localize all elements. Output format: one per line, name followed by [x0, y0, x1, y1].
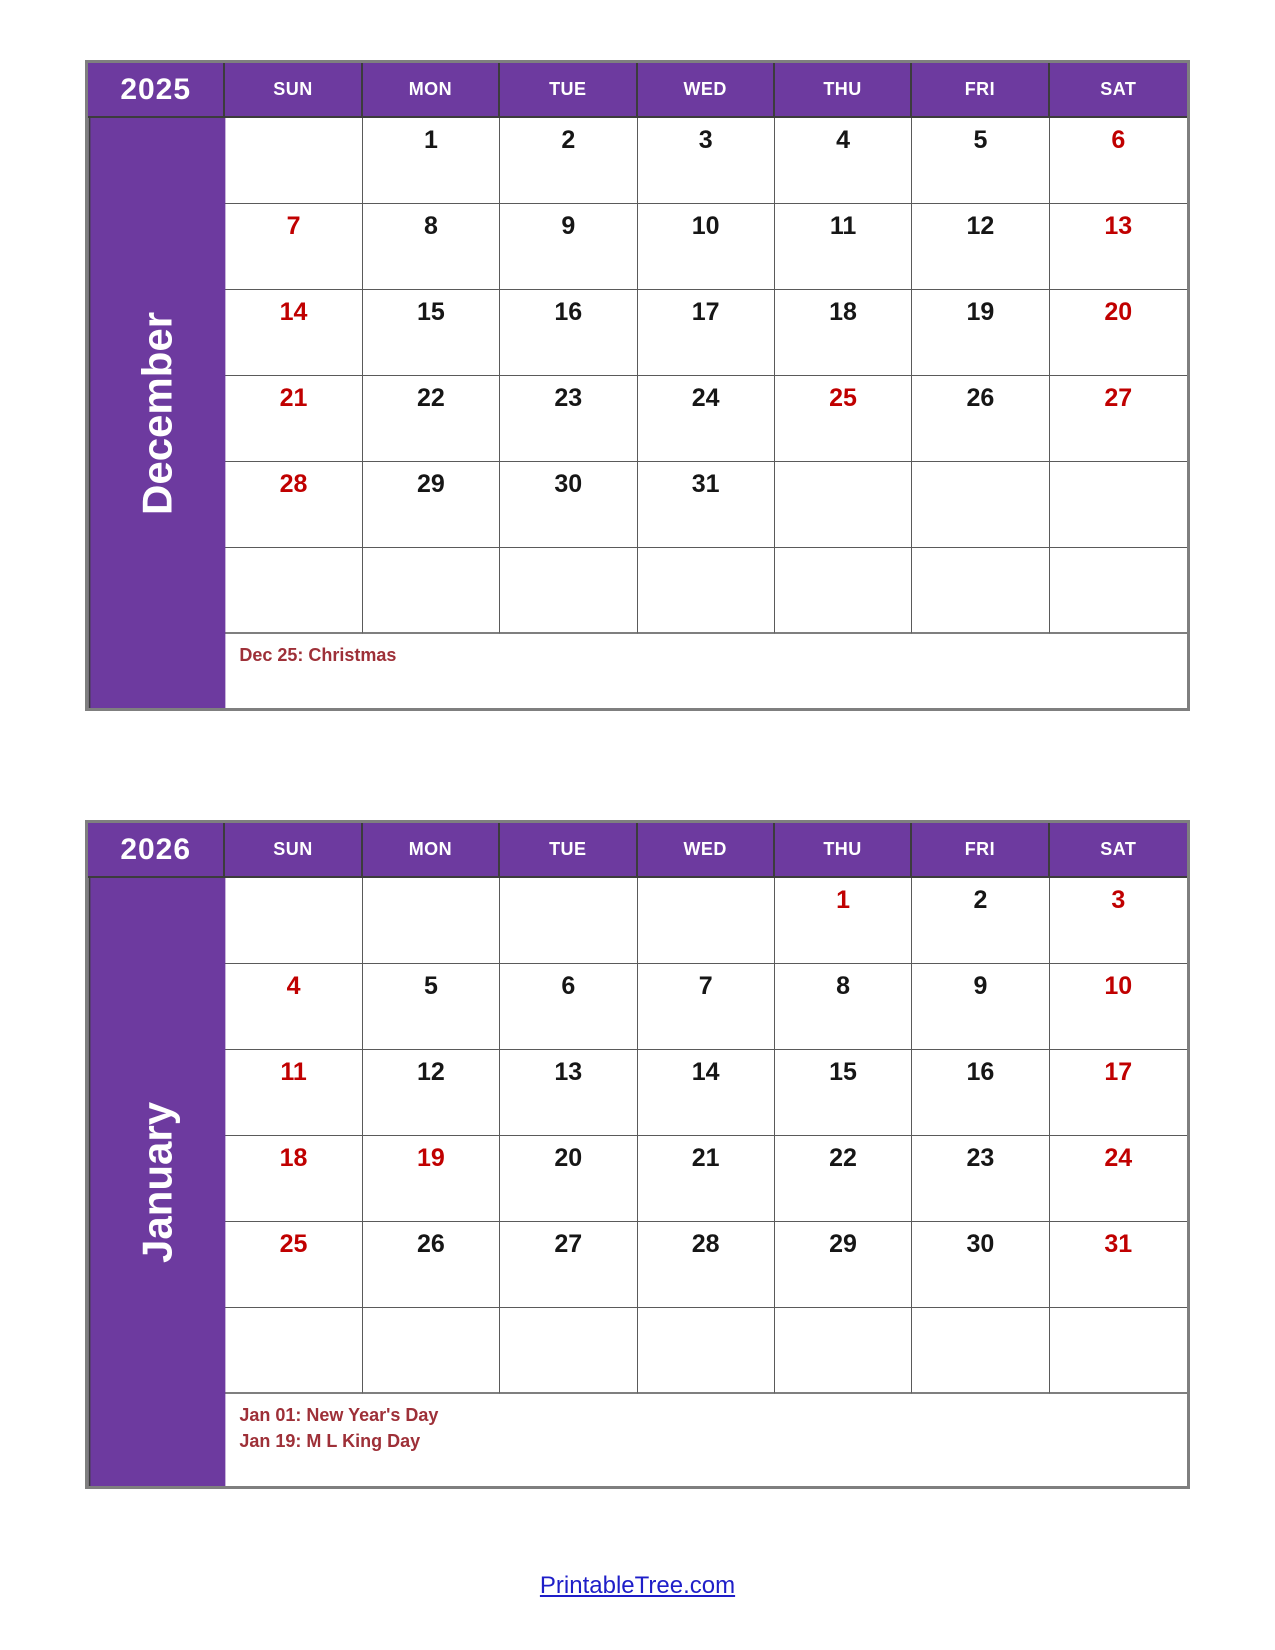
date-cell: 26	[912, 376, 1049, 462]
date-cell: 29	[775, 1222, 912, 1308]
day-header-thu: THU	[775, 823, 912, 878]
date-cell: 28	[225, 462, 362, 548]
day-header-wed: WED	[638, 63, 775, 118]
date-cell: 3	[638, 118, 775, 204]
date-cell: 4	[775, 118, 912, 204]
date-cell: 5	[912, 118, 1049, 204]
date-cell	[638, 878, 775, 964]
date-cell: 14	[638, 1050, 775, 1136]
date-cell: 31	[638, 462, 775, 548]
date-cell: 14	[225, 290, 362, 376]
date-cell: 20	[500, 1136, 637, 1222]
date-cell: 5	[363, 964, 500, 1050]
date-cell	[638, 548, 775, 634]
date-cell: 21	[225, 376, 362, 462]
date-cell: 27	[1050, 376, 1187, 462]
day-header-sun: SUN	[225, 63, 362, 118]
date-cell	[500, 1308, 637, 1394]
date-cell: 15	[363, 290, 500, 376]
date-cell: 6	[500, 964, 637, 1050]
date-cell: 1	[775, 878, 912, 964]
date-cell	[363, 548, 500, 634]
date-cell	[912, 548, 1049, 634]
date-cell: 7	[225, 204, 362, 290]
year-label: 2025	[88, 63, 225, 118]
date-cell: 12	[363, 1050, 500, 1136]
date-cell: 11	[225, 1050, 362, 1136]
date-cell: 18	[225, 1136, 362, 1222]
date-cell: 20	[1050, 290, 1187, 376]
month-label: January	[88, 878, 225, 1486]
date-cell: 3	[1050, 878, 1187, 964]
date-cell: 13	[1050, 204, 1187, 290]
date-cell: 2	[912, 878, 1049, 964]
date-cell: 24	[1050, 1136, 1187, 1222]
calendar-december-2025	[85, 60, 1190, 711]
date-cell: 17	[638, 290, 775, 376]
day-header-sun: SUN	[225, 823, 362, 878]
date-cell: 30	[500, 462, 637, 548]
month-label: December	[88, 118, 225, 708]
date-cell: 8	[363, 204, 500, 290]
date-cell: 28	[638, 1222, 775, 1308]
footer	[0, 1572, 1275, 1600]
date-cell	[363, 1308, 500, 1394]
date-cell: 24	[638, 376, 775, 462]
date-cell	[775, 548, 912, 634]
date-cell: 10	[638, 204, 775, 290]
date-cell: 17	[1050, 1050, 1187, 1136]
holiday-note	[225, 634, 1187, 708]
day-header-wed: WED	[638, 823, 775, 878]
date-cell	[1050, 548, 1187, 634]
date-cell: 8	[775, 964, 912, 1050]
date-cell	[1050, 462, 1187, 548]
date-cell: 12	[912, 204, 1049, 290]
date-cell: 6	[1050, 118, 1187, 204]
day-header-fri: FRI	[912, 63, 1049, 118]
date-cell: 9	[500, 204, 637, 290]
date-cell	[775, 1308, 912, 1394]
date-cell: 9	[912, 964, 1049, 1050]
date-cell: 13	[500, 1050, 637, 1136]
date-cell	[225, 118, 362, 204]
date-cell: 29	[363, 462, 500, 548]
holiday-text: Jan 01: New Year's Day	[239, 1405, 439, 1425]
day-header-tue: TUE	[500, 63, 637, 118]
calendar-january-2026	[85, 820, 1190, 1489]
date-cell: 15	[775, 1050, 912, 1136]
date-cell: 22	[775, 1136, 912, 1222]
holiday-text: Dec 25: Christmas	[239, 645, 397, 665]
date-cell: 4	[225, 964, 362, 1050]
date-cell: 23	[912, 1136, 1049, 1222]
year-label: 2026	[88, 823, 225, 878]
date-cell: 2	[500, 118, 637, 204]
date-cell: 10	[1050, 964, 1187, 1050]
day-header-mon: MON	[363, 63, 500, 118]
day-header-mon: MON	[363, 823, 500, 878]
date-cell: 16	[912, 1050, 1049, 1136]
holiday-note	[225, 1394, 1187, 1486]
day-header-thu: THU	[775, 63, 912, 118]
date-cell: 7	[638, 964, 775, 1050]
date-cell	[775, 462, 912, 548]
date-cell: 16	[500, 290, 637, 376]
date-cell	[225, 1308, 362, 1394]
date-cell: 27	[500, 1222, 637, 1308]
date-cell	[638, 1308, 775, 1394]
date-cell: 1	[363, 118, 500, 204]
holiday-text: Jan 19: M L King Day	[239, 1431, 421, 1452]
date-cell	[225, 548, 362, 634]
date-cell: 25	[225, 1222, 362, 1308]
date-cell: 19	[912, 290, 1049, 376]
date-cell	[363, 878, 500, 964]
date-cell	[225, 878, 362, 964]
date-cell	[912, 1308, 1049, 1394]
date-cell	[1050, 1308, 1187, 1394]
day-header-tue: TUE	[500, 823, 637, 878]
date-cell: 26	[363, 1222, 500, 1308]
date-cell: 11	[775, 204, 912, 290]
date-cell: 18	[775, 290, 912, 376]
day-header-sat: SAT	[1050, 823, 1187, 878]
date-cell: 25	[775, 376, 912, 462]
day-header-sat: SAT	[1050, 63, 1187, 118]
date-cell	[500, 878, 637, 964]
date-cell: 22	[363, 376, 500, 462]
date-cell: 21	[638, 1136, 775, 1222]
date-cell	[912, 462, 1049, 548]
date-cell: 23	[500, 376, 637, 462]
footer-link[interactable]: PrintableTree.com	[539, 1572, 736, 1599]
date-cell	[500, 548, 637, 634]
day-header-fri: FRI	[912, 823, 1049, 878]
date-cell: 30	[912, 1222, 1049, 1308]
date-cell: 31	[1050, 1222, 1187, 1308]
date-cell: 19	[363, 1136, 500, 1222]
